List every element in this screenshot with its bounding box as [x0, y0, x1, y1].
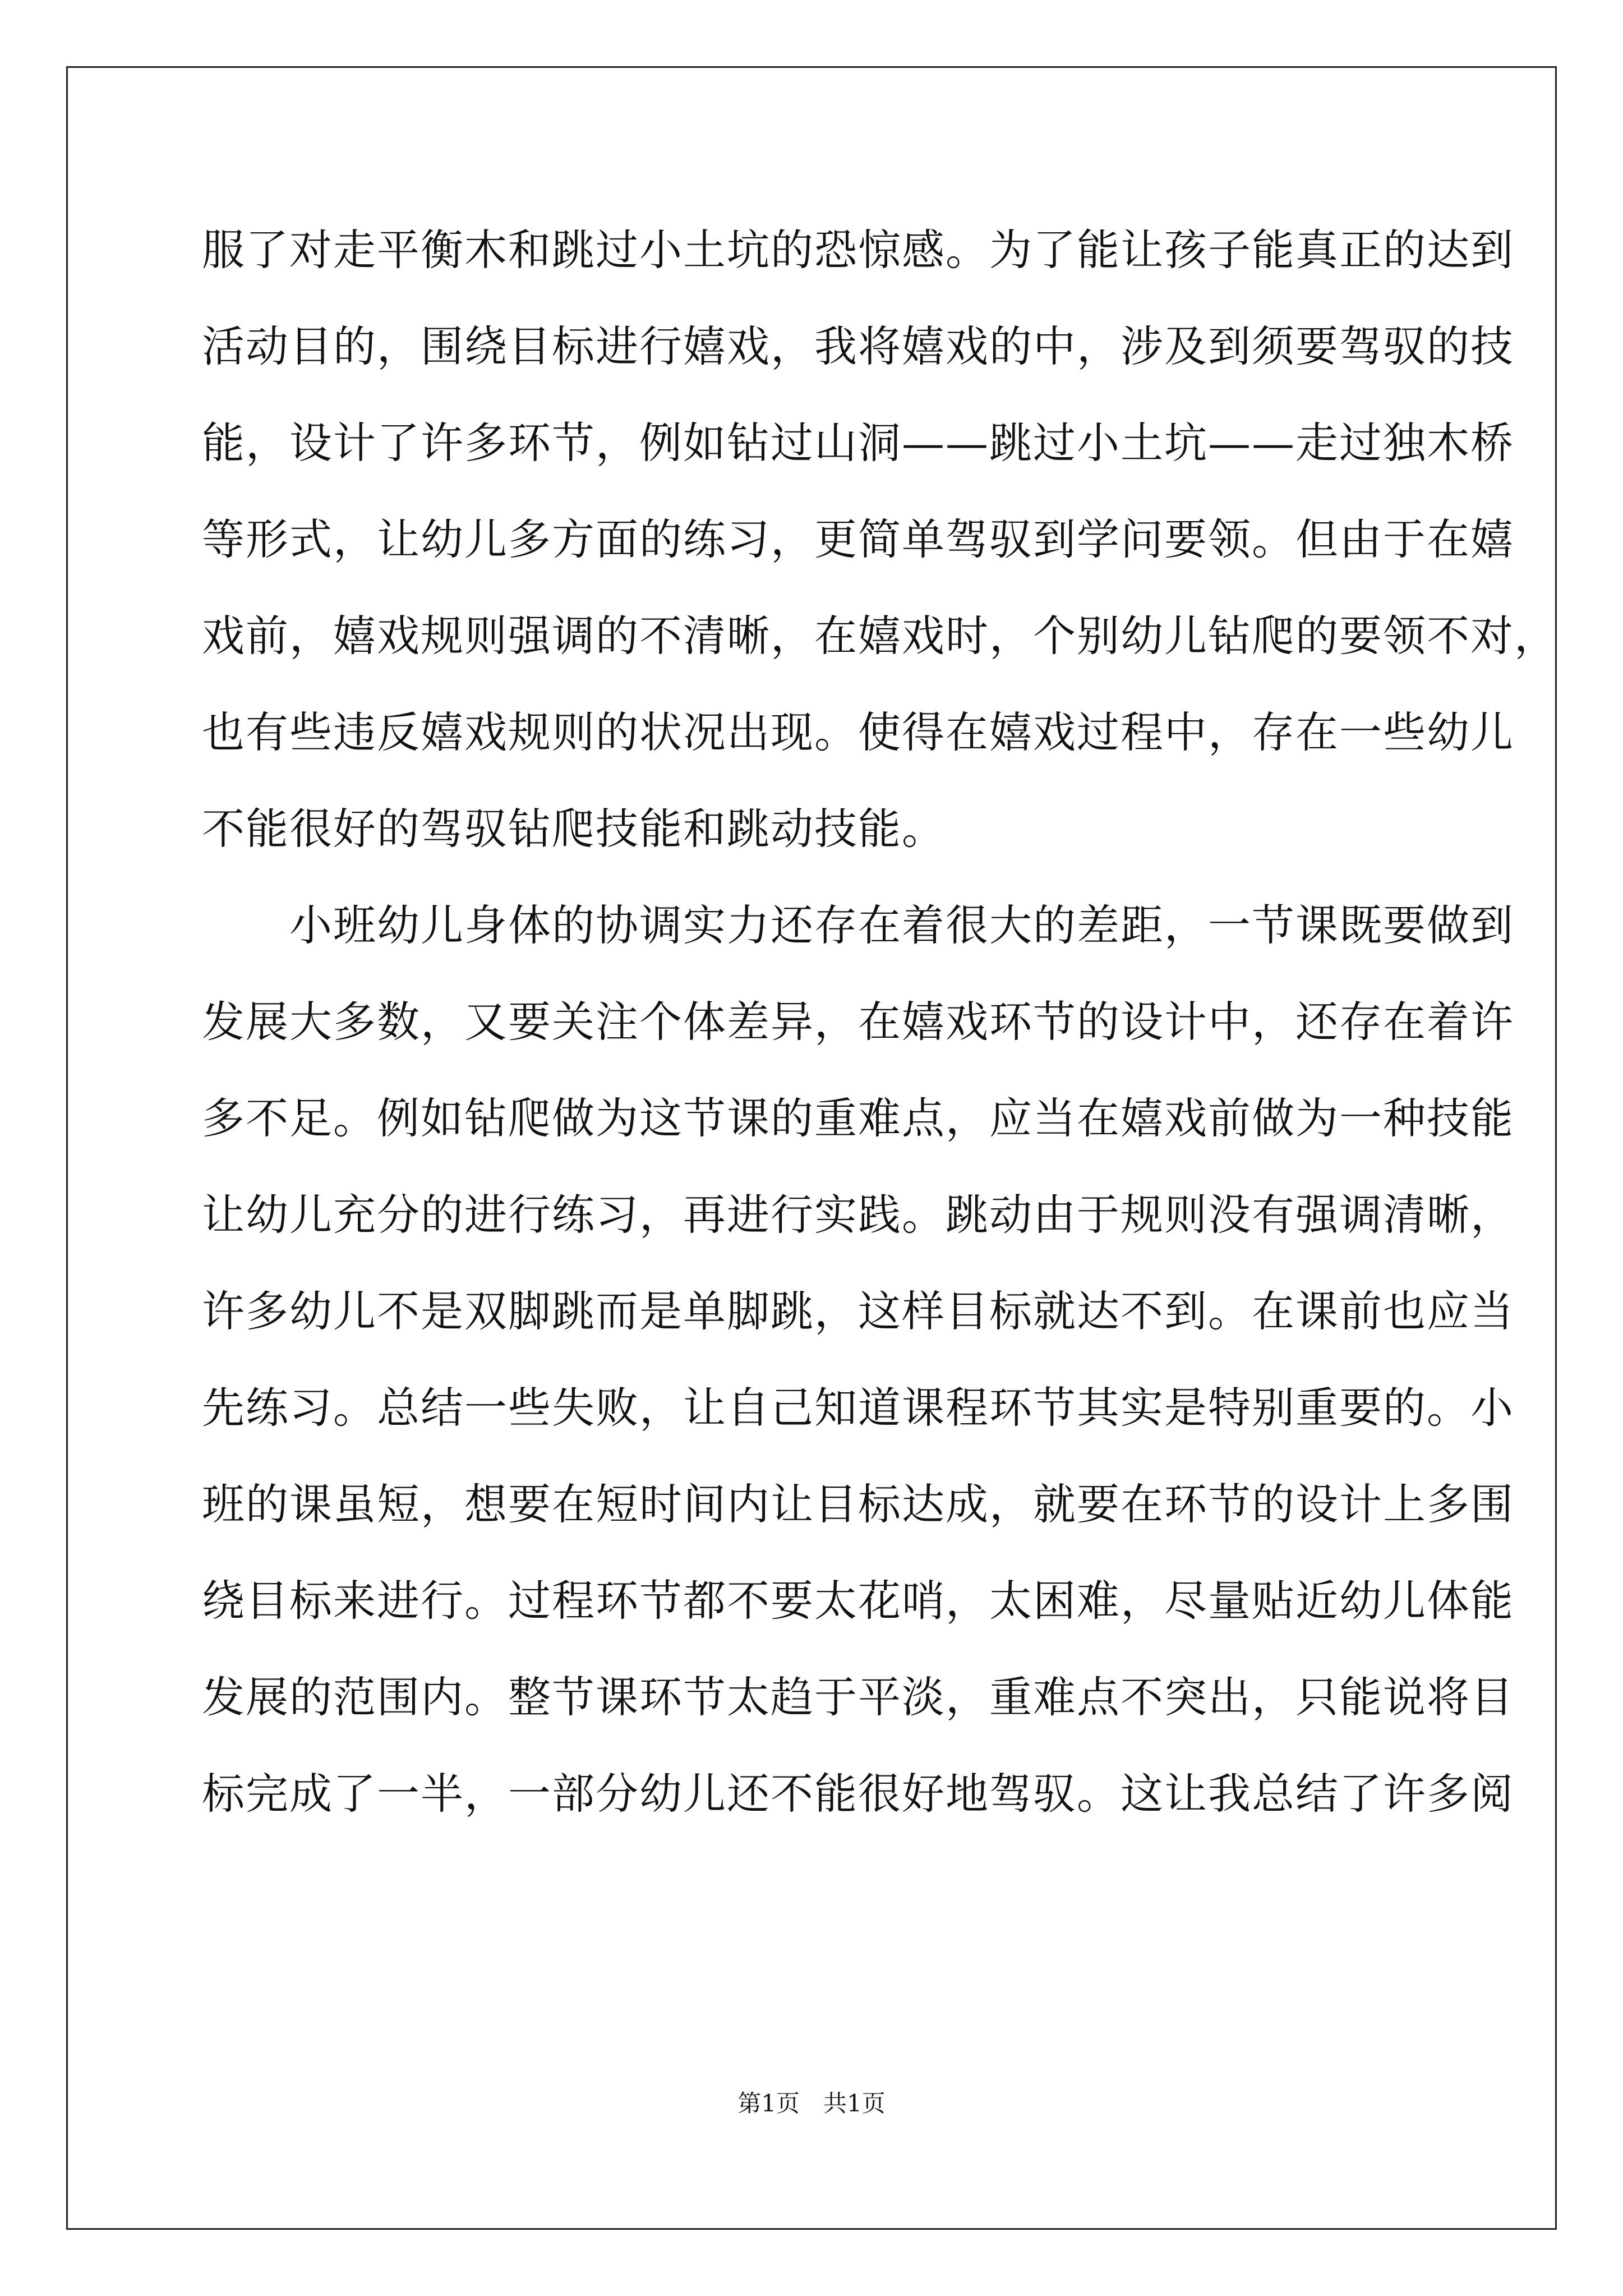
text-line: 发展大多数，又要关注个体差异，在嬉戏环节的设计中，还存在着许 — [202, 997, 1514, 1047]
text-line: 让幼儿充分的进行练习，再进行实践。跳动由于规则没有强调清晰， — [202, 1190, 1514, 1240]
text-line: 班的课虽短，想要在短时间内让目标达成，就要在环节的设计上多围 — [202, 1479, 1514, 1529]
page-footer: 第1页 共1页 — [737, 2090, 886, 2117]
text-line: 绕目标来进行。过程环节都不要太花哨，太困难，尽量贴近幼儿体能 — [202, 1576, 1514, 1626]
body-text — [202, 202, 1558, 1842]
text-line: 能，设计了许多环节，例如钻过山洞——跳过小土坑——走过独木桥 — [202, 418, 1514, 468]
text-line: 小班幼儿身体的协调实力还存在着很大的差距，一节课既要做到 — [202, 900, 1514, 950]
text-line: 服了对走平衡木和跳过小土坑的恐惊感。为了能让孩子能真正的达到 — [202, 225, 1514, 275]
text-line: 戏前，嬉戏规则强调的不清晰，在嬉戏时，个别幼儿钻爬的要领不对， — [202, 611, 1558, 661]
text-line: 多不足。例如钻爬做为这节课的重难点，应当在嬉戏前做为一种技能 — [202, 1093, 1514, 1143]
text-line: 也有些违反嬉戏规则的状况出现。使得在嬉戏过程中，存在一些幼儿 — [202, 707, 1514, 757]
text-line: 等形式，让幼儿多方面的练习，更简单驾驭到学问要领。但由于在嬉 — [202, 514, 1514, 564]
text-line: 许多幼儿不是双脚跳而是单脚跳，这样目标就达不到。在课前也应当 — [202, 1286, 1514, 1336]
text-line: 标完成了一半，一部分幼儿还不能很好地驾驭。这让我总结了许多阅 — [202, 1769, 1514, 1819]
text-line: 活动目的，围绕目标进行嬉戏，我将嬉戏的中，涉及到须要驾驭的技 — [202, 321, 1514, 371]
text-line: 先练习。总结一些失败，让自己知道课程环节其实是特别重要的。小 — [202, 1383, 1514, 1433]
text-line: 发展的范围内。整节课环节太趋于平淡，重难点不突出，只能说将目 — [202, 1672, 1514, 1722]
text-line: 不能很好的驾驭钻爬技能和跳动技能。 — [202, 804, 946, 854]
